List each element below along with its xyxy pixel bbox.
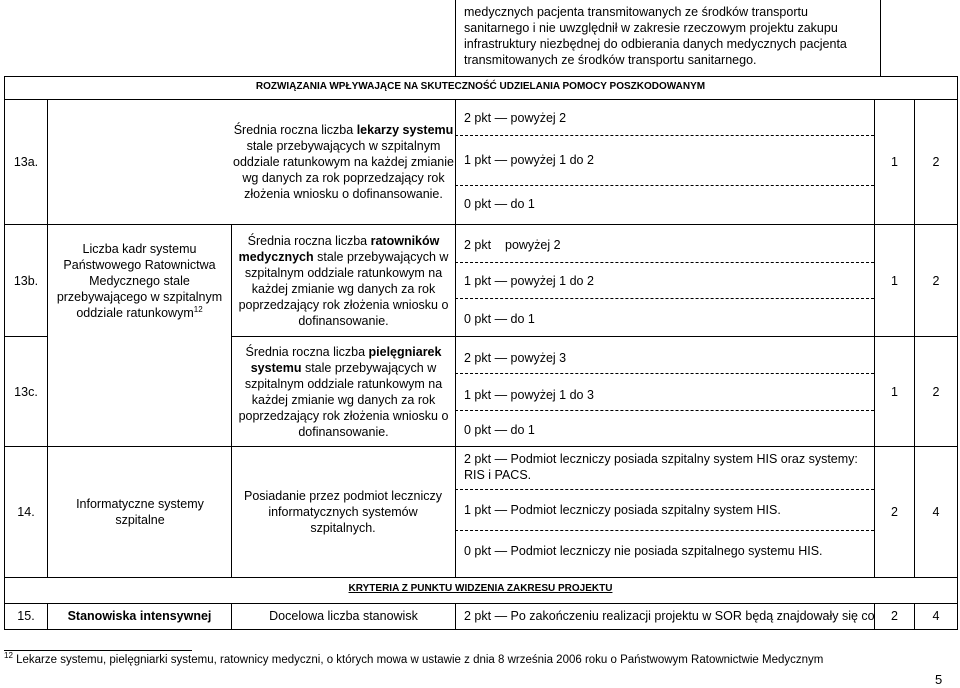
weight-value: 1 (891, 155, 898, 169)
row-number: 13b. (13, 273, 39, 288)
section-title-kryteria: KRYTERIA Z PUNKTU WIDZENIA ZAKRESU PROJEKTU (348, 583, 613, 594)
score-option: 2 pkt — powyżej 2 (464, 111, 567, 125)
criterion-bold: ratowników medycznych (238, 233, 440, 264)
criterion-bold: pielęgniarek systemu (250, 344, 442, 375)
footnote-ref[interactable]: 12 (193, 304, 203, 314)
criterion-bold: lekarzy systemu (356, 123, 454, 137)
top-note-line: sanitarnego i nie uwzględnił w zakresie rzeczowym projektu zakupu (464, 21, 838, 35)
group-label-kadry (48, 225, 231, 336)
score-dashed-separator (455, 373, 874, 374)
top-note (464, 4, 876, 68)
group-label-line: Medycznego stale (89, 273, 190, 288)
max-points-value: 2 (932, 273, 940, 288)
criterion-text: Średnia roczna liczba (233, 123, 357, 137)
section-divider (4, 603, 957, 604)
group-label-line: oddziale ratunkowym (76, 305, 194, 320)
score-option: 0 pkt — do 1 (464, 423, 535, 437)
table-right-border (957, 76, 958, 630)
score-option: 0 pkt — do 1 (464, 312, 535, 326)
criterion-description (232, 225, 455, 336)
score-dashed-separator (455, 262, 874, 263)
footnote-text: Lekarze systemu, pielęgniarki systemu, ratownicy medyczni, o których mowa w ustawie z dnia 8 września 2006 roku o Państwowym Ratownictwie Medycznym (12, 654, 824, 666)
score-option: 1 pkt — powyżej 1 do 2 (464, 153, 594, 167)
criterion-description (232, 337, 455, 446)
top-note-line: transmitowanych ze środków transportu sanitarnego. (464, 53, 757, 67)
col-divider-criterion (455, 603, 456, 630)
score-dashed-separator (455, 489, 874, 490)
table-bottom-border (4, 629, 957, 630)
score-option: 2 pkt — Podmiot leczniczy posiada szpitalny system HIS oraz systemy: RIS i PACS. (464, 452, 858, 482)
section-divider (4, 99, 957, 100)
table-top-border (4, 76, 957, 77)
score-dashed-separator (455, 410, 874, 411)
top-note-line: medycznych pacjenta transmitowanych ze środków transportu (464, 5, 808, 19)
score-option: 2 pkt — Po zakończeniu realizacji projektu w SOR będą znajdowały się co (464, 609, 875, 623)
criterion-text: Średnia roczna liczba (245, 344, 369, 359)
group-label-line: Państwowego Ratownictwa (63, 257, 216, 272)
score-option: 2 pkt powyżej 2 (464, 238, 561, 252)
score-option: 0 pkt — do 1 (464, 197, 535, 211)
score-option: 1 pkt — powyżej 1 do 3 (464, 388, 594, 402)
row-divider (4, 577, 957, 578)
criterion-description: Posiadanie przez podmiot leczniczy informatycznych systemów szpitalnych. (243, 489, 443, 535)
max-points-value: 4 (932, 609, 940, 623)
score-option: 0 pkt — Podmiot leczniczy nie posiada szpitalnego systemu HIS. (464, 544, 823, 558)
note-box-right-border (880, 0, 881, 76)
footnote (4, 651, 824, 666)
max-points-value: 4 (932, 505, 940, 519)
criterion-text: Średnia roczna liczba (247, 233, 371, 248)
note-box-left-border (455, 0, 456, 76)
col-divider-criterion (455, 99, 456, 577)
criterion-label: Informatyczne systemy szpitalne (76, 497, 204, 527)
criterion-text: stale przebywających w szpitalnym oddziale ratunkowym na każdej zmianie wg danych za rok poprzedzający rok złożenia wniosku o dofinansowanie. (238, 360, 449, 439)
max-points-value: 2 (932, 384, 940, 399)
row-number: 15. (17, 609, 35, 623)
weight-value: 2 (891, 505, 898, 519)
group-label-line: Liczba kadr systemu (82, 241, 197, 256)
col-divider-num (47, 99, 48, 577)
criterion-text: stale przebywających w szpitalnym oddziale ratunkowym na każdej zmianie wg danych za rok poprzedzający rok złożenia wniosku o dofinansowanie. (233, 139, 454, 201)
score-dashed-separator (455, 135, 874, 136)
row-number: 13c. (14, 384, 38, 399)
weight-value: 2 (891, 609, 898, 623)
score-dashed-separator (455, 298, 874, 299)
row-number: 13a. (13, 155, 39, 169)
max-points-value: 2 (932, 155, 940, 169)
score-dashed-separator (455, 530, 874, 531)
score-option: 1 pkt — powyżej 1 do 2 (464, 274, 594, 288)
score-option: 2 pkt — powyżej 3 (464, 351, 567, 365)
criterion-text: stale przebywających w szpitalnym oddziale ratunkowym na każdej zmianie wg danych za rok poprzedzający rok złożenia wniosku o dofinansowanie. (238, 249, 449, 328)
criterion-label: Stanowiska intensywnej (67, 609, 212, 623)
criterion-description (232, 100, 455, 224)
criterion-description: Docelowa liczba stanowisk (269, 609, 418, 623)
footnote-number: 12 (4, 651, 13, 661)
footnote-separator (4, 650, 192, 651)
group-label-line: przebywającego w szpitalnym (56, 289, 223, 304)
score-dashed-separator (455, 185, 874, 186)
score-option: 1 pkt — Podmiot leczniczy posiada szpitalny system HIS. (464, 503, 781, 517)
page-number: 5 (935, 672, 943, 687)
weight-value: 1 (891, 384, 898, 399)
top-note-line: infrastruktury niezbędnej do odbierania danych medycznych pacjenta (464, 37, 847, 51)
section-title-rozwiazania: ROZWIĄZANIA WPŁYWAJĄCE NA SKUTECZNOŚĆ UDZIELANIA POMOCY POSZKODOWANYM (255, 81, 706, 92)
row-number: 14. (17, 505, 35, 519)
weight-value: 1 (891, 273, 898, 288)
